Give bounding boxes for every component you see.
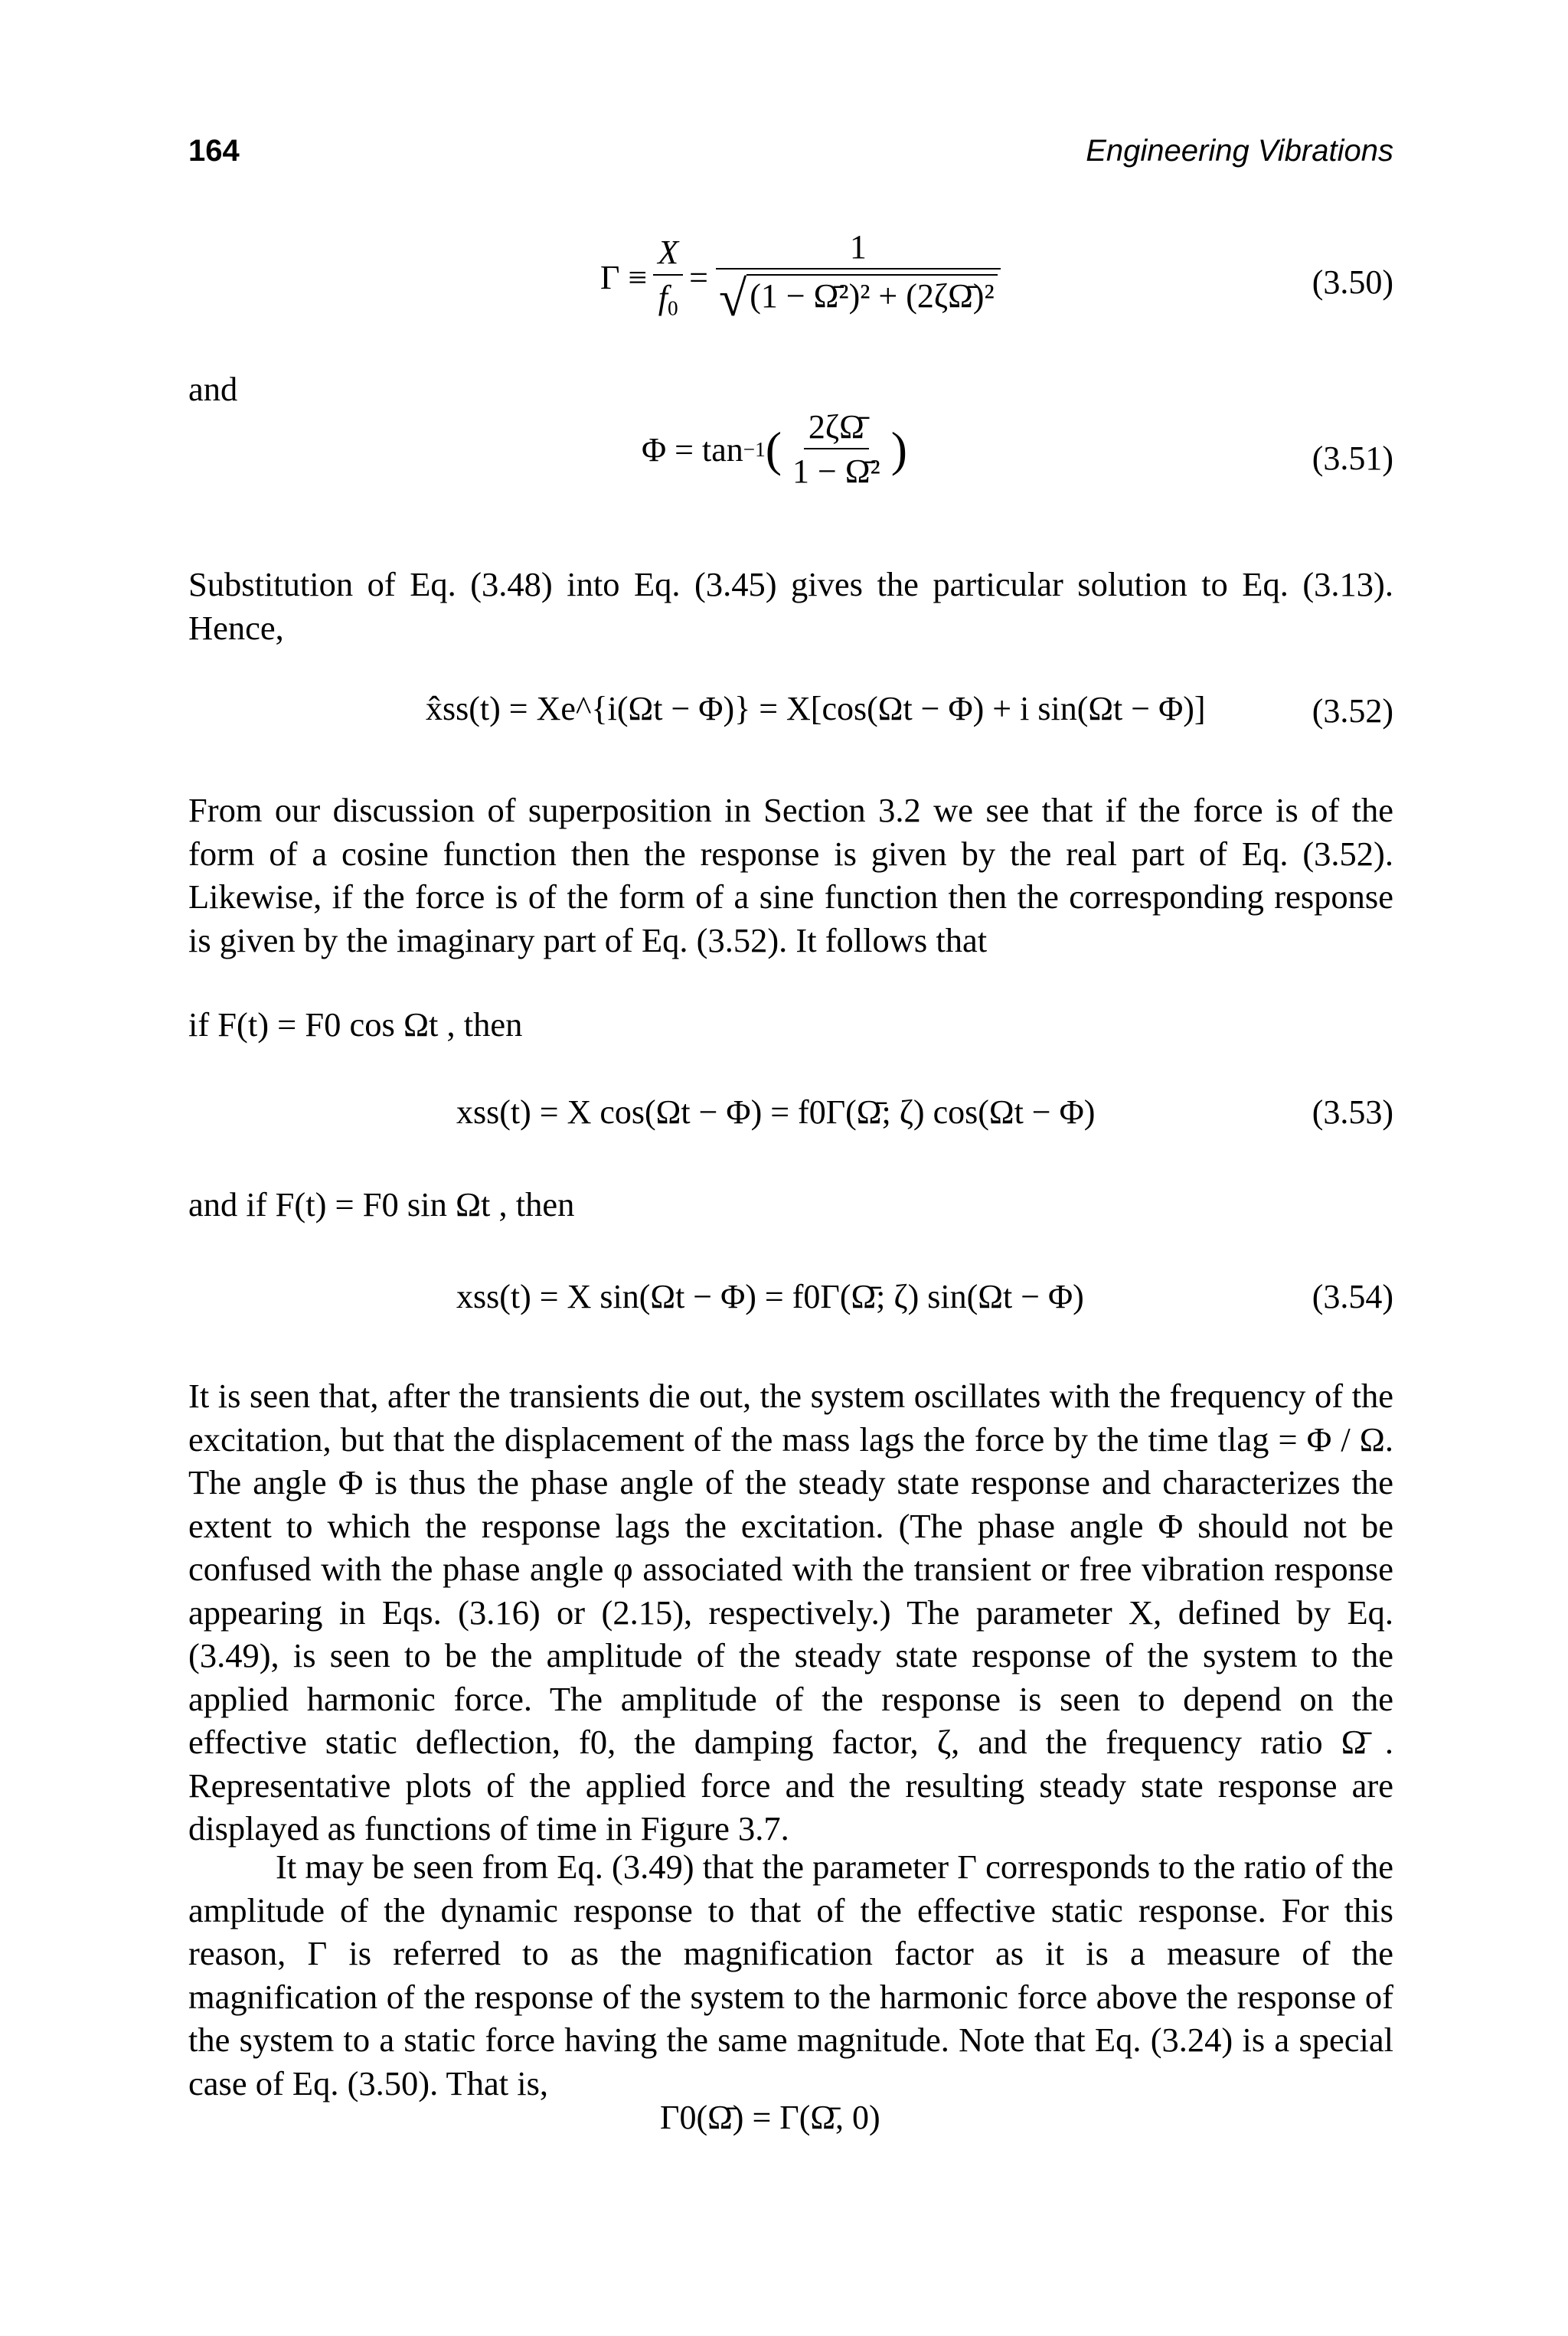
equation-number-3-50: (3.50) [1312,263,1393,301]
equation-number-3-54: (3.54) [1312,1278,1393,1315]
eq-3-50-frac1-denominator: $f_0$ [658,278,678,320]
eq-3-50-frac1-numerator: X [653,235,683,275]
eq-3-51-fraction [788,410,885,489]
square-root-symbol: √ (1 − Ω̄²)² + (2ζΩ̄)² [719,274,998,325]
eq-3-51-numerator: 2ζΩ̄ [804,410,869,449]
equation-3-50 [600,228,1008,328]
eq-3-50-fraction-x-over-f0 [653,235,683,319]
eq-3-51-lhs: Φ = tan [642,430,743,469]
equation-3-51 [642,410,907,489]
word-and: and [188,370,238,408]
condition-cosine-force: if F(t) = F0 cos Ωt , then [188,1005,523,1044]
left-paren: ( [765,422,782,477]
right-paren: ) [890,422,907,477]
eq-3-50-frac2-numerator: 1 [716,230,1001,270]
condition-sine-force: and if F(t) = F0 sin Ωt , then [188,1185,575,1224]
page-number: 164 [188,134,240,168]
equation-3-53: xss(t) = X cos(Ωt − Φ) = f0Γ(Ω̄; ζ) cos(Ωt − Φ) [456,1093,1096,1131]
equation-number-3-51: (3.51) [1312,439,1393,477]
equation-number-3-52: (3.52) [1312,692,1393,730]
paragraph-transients: It is seen that, after the transients die out, the system oscillates with the frequency of the excitation, but that the displacement of the mass lags the force by the time tlag = Φ / Ω. The angle Φ is thus the phase angle of the steady state response and characterizes the extent to which the response lags the excitation. (The phase angle Φ should not be confused with the phase angle φ associated with the transient or free vibration response appearing in Eqs. (3.16) or (2.15), respectively.) The parameter X, defined by Eq. (3.49), is seen to be the amplitude of the steady state response of the system to the applied harmonic force. The amplitude of the response is seen to depend on the effective static deflection, f0, the damping factor, ζ, and the frequency ratio Ω̄ . Representative plots of the applied force and the resulting steady state response are displayed as functions of time in Figure 3.7. [188,1377,1393,1848]
eq-3-50-lhs: Γ ≡ [600,258,648,296]
running-head-title: Engineering Vibrations [1086,134,1393,168]
eq-3-51-inverse-superscript: −1 [743,437,766,461]
eq-3-50-equals: = [689,258,708,296]
paragraph-superposition: From our discussion of superposition in Section 3.2 we see that if the force is of the form of a cosine function then the response is given by the real part of Eq. (3.52). Likewise, if the force is of the form of a sine function then the corresponding response is given by the imaginary part of Eq. (3.52). It follows that [188,791,1393,959]
eq-3-50-frac2-denominator [714,270,1002,328]
eq-3-51-denominator: 1 − Ω̄² [792,452,880,491]
paragraph-magnification: It may be seen from Eq. (3.49) that the parameter Γ corresponds to the ratio of the amplitude of the dynamic response to that of the effective static response. For this reason, Γ is referred to as the magnification factor as it is a measure of the magnification of the response of the system to the harmonic force above the response of the system to a static force having the same magnitude. Note that Eq. (3.24) is a special case of Eq. (3.50). That is, [188,1848,1393,2102]
equation-number-3-53: (3.53) [1312,1093,1393,1131]
paragraph-substitution: Substitution of Eq. (3.48) into Eq. (3.45) gives the particular solution to Eq. (3.13). Hence, [188,565,1393,647]
equation-magnification-special-case: Γ0(Ω̄) = Γ(Ω̄, 0) [660,2099,880,2136]
eq-3-50-fraction-main [714,228,1002,328]
equation-3-52: x̂ss(t) = Xe^{i(Ωt − Φ)} = X[cos(Ωt − Φ) + i sin(Ωt − Φ)] [426,690,1206,727]
equation-3-54: xss(t) = X sin(Ωt − Φ) = f0Γ(Ω̄; ζ) sin(Ωt − Φ) [456,1278,1084,1315]
